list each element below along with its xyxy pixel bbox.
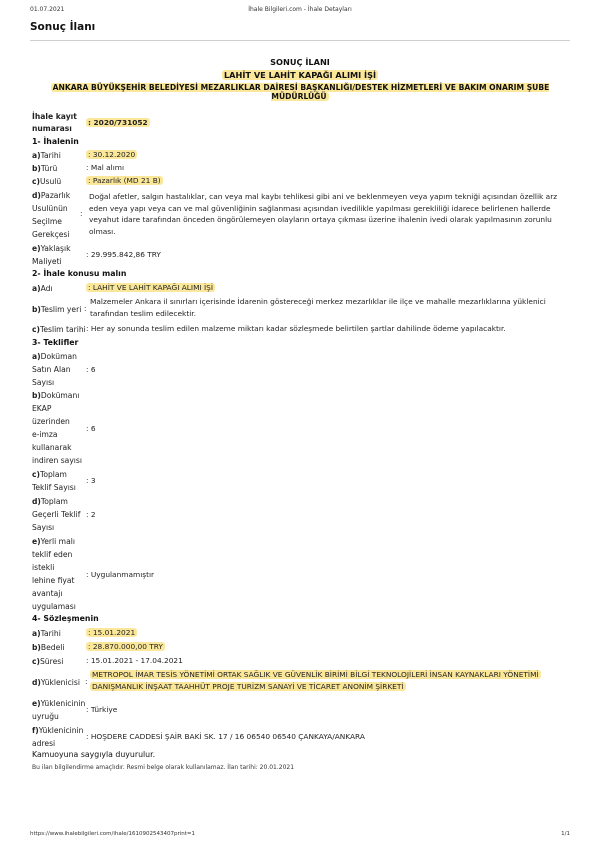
valid-bids-label: d)Toplam Geçerli Teklif Sayısı xyxy=(32,497,81,532)
estimated-cost-label: e)Yaklaşık Maliyeti xyxy=(32,244,71,266)
total-bids-value: : 3 xyxy=(86,476,96,485)
contract-amount-value: : 28.870.000,00 TRY xyxy=(88,642,163,651)
delivery-place-value: Malzemeler Ankara il sınırları içerisinde İdarenin göstereceği merkez mezarlıklar ile ilçe ve mahalle mezarlıklarına yüklenici tarafından teslim edilecektir. xyxy=(90,297,546,318)
contract-amount-label: b)Bedeli xyxy=(32,643,65,652)
registry-label: İhale kayıt numarası xyxy=(32,112,77,133)
docs-purchased-label: a)Doküman Satın Alan Sayısı xyxy=(32,352,77,387)
contractor-address-label: f)Yüklenicinin adresi xyxy=(32,726,84,748)
page-title: Sonuç İlanı xyxy=(30,21,96,33)
notice-authority-text: ANKARA BÜYÜKŞEHİR BELEDİYESİ MEZARLIKLAR DAİRESİ BAŞKANLIĞI/DESTEK HİZMETLERİ VE BAKIM ONARIM ŞUBE MÜDÜRLÜĞÜ xyxy=(52,83,550,101)
print-title: İhale Bilgileri.com - İhale Detayları xyxy=(248,6,352,13)
tender-date-value: : 30.12.2020 xyxy=(88,150,136,159)
notice-title-text: SONUÇ İLANI xyxy=(270,57,330,67)
goods-name-value: : LAHİT VE LAHİT KAPAĞI ALIMI İŞİ xyxy=(88,283,214,292)
page-number: 1/1 xyxy=(561,831,570,837)
notice-authority xyxy=(30,83,570,101)
docs-downloaded-value: : 6 xyxy=(86,424,96,433)
print-footer xyxy=(30,831,570,841)
contract-duration-label: c)Süresi xyxy=(32,657,64,666)
tender-type-value: : Mal alımı xyxy=(86,163,125,172)
heading-divider xyxy=(30,40,570,41)
justification-text: Doğal afetler, salgın hastalıklar, can veya mal kaybı tehlikesi gibi ani ve beklenmeyen veya yapım tekniği açısından özellik arz eden veya yapı veya can ve mal güvenliğinin sağlanması açısından ivedilikle yapılması gerekliliği idarece belirlenen hallerde veyahut idare tarafından önceden öngörülemeyen olayların ortaya çıkması üzerine ihalenin ivedi olarak yapılmasının zorunlu olması. xyxy=(89,192,558,236)
print-date: 01.07.2021 xyxy=(30,6,65,13)
total-bids-label: c)Toplam Teklif Sayısı xyxy=(32,470,76,492)
tender-method-value: : Pazarlık (MD 21 B) xyxy=(88,176,161,185)
estimated-cost-value: : 29.995.842,86 TRY xyxy=(86,250,161,259)
domestic-advantage-value: : Uygulanmamıştır xyxy=(86,570,155,579)
notice-title xyxy=(30,57,570,67)
contractor-value: METROPOL İMAR TESİS YÖNETİMİ ORTAK SAĞLIK VE GÜVENLİK BİRİMİ BİLGİ TEKNOLOJİLERİ İNSAN KAYNAKLARI YÖNETİMİ DANIŞMANLIK İNŞAAT TAAHHÜT PROJE TURİZM SANAYİ VE TİCARET ANONİM ŞİRKETİ xyxy=(92,670,539,691)
valid-bids-value: : 2 xyxy=(86,510,96,519)
tender-date-label: a)Tarihi xyxy=(32,151,61,160)
docs-downloaded-label: b)Dokümanı EKAP üzerinden e-imza kullanarak indiren sayısı xyxy=(32,391,82,465)
contractor-nationality-label: e)Yüklenicinin uyruğu xyxy=(32,699,86,721)
goods-name-label: a)Adı xyxy=(32,284,53,293)
registry-value: : 2020/731052 xyxy=(88,118,148,127)
domestic-advantage-label: e)Yerli malı teklif eden istekli lehine fiyat avantajı uygulaması xyxy=(32,537,76,611)
closing-text: Kamuoyuna saygıyla duyurulur. xyxy=(32,750,156,759)
section-contract-heading: 4- Sözleşmenin xyxy=(32,614,99,623)
contract-duration-value: : 15.01.2021 - 17.04.2021 xyxy=(86,656,183,665)
print-header xyxy=(30,6,570,16)
contract-date-value: : 15.01.2021 xyxy=(88,628,136,637)
delivery-place-label: b)Teslim yeri xyxy=(32,305,82,314)
docs-purchased-value: : 6 xyxy=(86,365,96,374)
delivery-date-label: c)Teslim tarihi xyxy=(32,325,86,334)
delivery-place-colon: : xyxy=(84,304,87,313)
contractor-label: d)Yüklenicisi xyxy=(32,678,80,687)
section-bids-heading: 3- Teklifler xyxy=(32,338,79,347)
justification-colon: : xyxy=(80,209,83,218)
contractor-address-value: : HOŞDERE CADDESİ ŞAİR BAKİ SK. 17 / 16 06540 06540 ÇANKAYA/ANKARA xyxy=(86,732,365,741)
justification-label: d)Pazarlık Usulünün Seçilme Gerekçesi xyxy=(32,191,71,239)
disclaimer-footnote: Bu ilan bilgilendirme amaçlıdır. Resmi belge olarak kullanılamaz. İlan tarihi: 20.01.2021 xyxy=(32,764,295,771)
section-tender-heading: 1- İhalenin xyxy=(32,137,79,146)
tender-method-label: c)Usulü xyxy=(32,177,62,186)
notice-subject xyxy=(30,70,570,80)
notice-subject-text: LAHİT VE LAHİT KAPAĞI ALIMI İŞİ xyxy=(223,70,377,80)
contract-date-label: a)Tarihi xyxy=(32,629,61,638)
page-url: https://www.ihalebilgileri.com/ihale/1610902543407print=1 xyxy=(30,831,196,837)
section-goods-heading: 2- İhale konusu malın xyxy=(32,269,127,278)
contractor-nationality-value: : Türkiye xyxy=(86,705,118,714)
tender-type-label: b)Türü xyxy=(32,164,58,173)
delivery-date-value: : Her ay sonunda teslim edilen malzeme miktarı kadar sözleşmede belirtilen şartlar dahilinde ödeme yapılacaktır. xyxy=(86,324,506,333)
contractor-colon: : xyxy=(85,677,88,686)
